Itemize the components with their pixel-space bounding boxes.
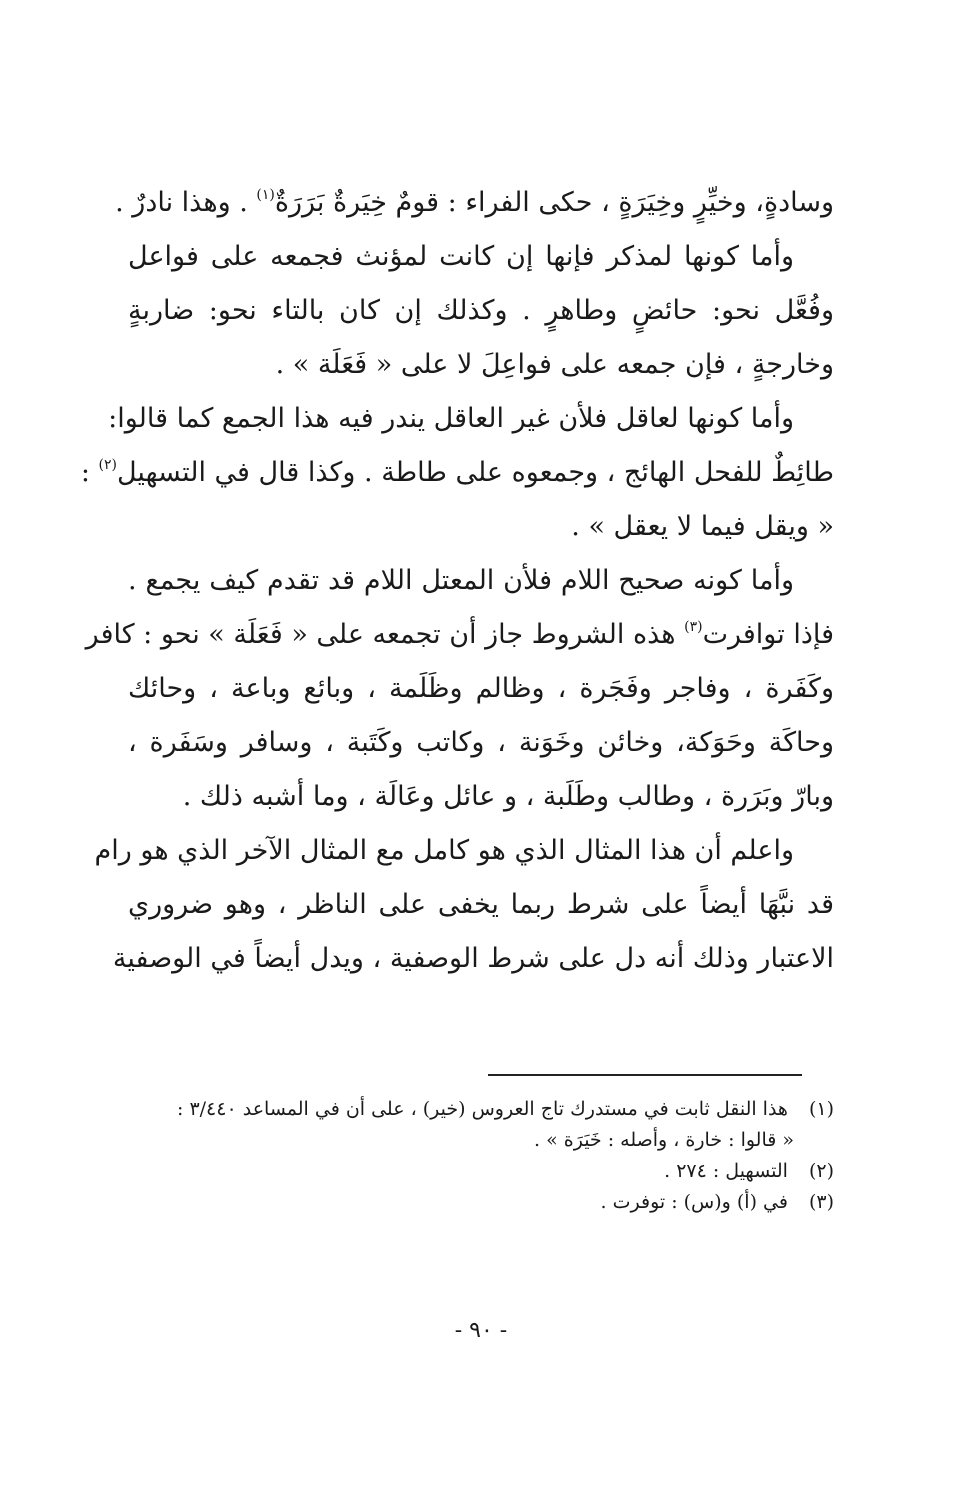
footnote-marker-3[interactable]: (٣): [684, 619, 703, 635]
text-line: وكَفَرة ، وفاجر وفَجَرة ، وظالم وظَلَمة ، وبائع وباعة ، وحائك: [128, 673, 834, 704]
footnote-marker-2[interactable]: (٢): [98, 457, 117, 473]
text-line: وسادةٍ، وخيِّرٍ وخِيَرَةٍ ، حكى الفراء : قومٌ خِيَرةٌ بَرَرَةٌ$^{(١)}$ . وهذا نادرٌ .: [115, 187, 834, 218]
footnote-3: [128, 1187, 834, 1218]
text-line: « ويقل فيما لا يعقل » .: [571, 511, 834, 542]
text-line: وحاكَة وحَوَكة، وخائن وخَوَنة ، وكاتب وكَتَبة ، وسافر وسَفَرة ،: [128, 727, 834, 758]
text-line: وفُعَّل نحو: حائضٍ وطاهرٍ . وكذلك إن كان بالتاء نحو: ضاربةٍ: [128, 295, 834, 326]
footnote-number: (٢): [808, 1160, 834, 1182]
text-line: وخارجةٍ ، فإن جمعه على فواعِلَ لا على « فَعَلَة » .: [275, 349, 834, 380]
text-line: الاعتبار وذلك أنه دل على شرط الوصفية ، ويدل أيضاً في الوصفية: [112, 943, 834, 974]
text-line: وأما كونها لعاقل فلأن غير العاقل يندر فيه هذا الجمع كما قالوا:: [108, 403, 794, 434]
footnote-text: في (أ) و(س) : توفرت .: [600, 1191, 788, 1213]
footnote-1-continuation: [128, 1125, 834, 1156]
footnote-separator: [488, 1074, 802, 1076]
text-line: واعلم أن هذا المثال الذي هو كامل مع المثال الآخر الذي هو رام: [94, 835, 794, 866]
text-line: طائِطٌ للفحل الهائج ، وجمعوه على طاطة . وكذا قال في التسهيل$^{(٢)}$ :: [80, 457, 834, 488]
text-line: وأما كونه صحيح اللام فلأن المعتل اللام قد تقدم كيف يجمع .: [128, 565, 794, 596]
footnote-text: التسهيل : ٢٧٤ .: [664, 1160, 788, 1182]
text-line: فإذا توافرت$^{(٣)}$ هذه الشروط جاز أن تجمعه على « فَعَلَة » نحو : كافر: [85, 619, 834, 650]
text-line: قد نبَّهَا أيضاً على شرط ربما يخفى على الناظر ، وهو ضروري: [128, 889, 834, 920]
footnotes: [128, 1094, 834, 1218]
footnote-1: [128, 1094, 834, 1125]
footnote-2: [128, 1156, 834, 1187]
footnote-text: « قالوا : خارة ، وأصله : خَيَرَة » .: [534, 1129, 794, 1151]
footnote-number: (٣): [808, 1191, 834, 1213]
footnote-text: هذا النقل ثابت في مستدرك تاج العروس (خير) ، على أن في المساعد ٣/٤٤٠ :: [177, 1098, 788, 1120]
text-line: وبارّ وبَرَرة ، وطالب وطَلَبة ، و عائل وعَالَة ، وما أشبه ذلك .: [182, 781, 834, 812]
footnote-marker-1[interactable]: (١): [256, 187, 275, 203]
page-number: - ٩٠ -: [454, 1318, 508, 1343]
text-line: وأما كونها لمذكر فإنها إن كانت لمؤنث فجمعه على فواعل: [128, 241, 794, 272]
main-text: [80, 176, 834, 986]
footnote-number: (١): [808, 1098, 834, 1120]
